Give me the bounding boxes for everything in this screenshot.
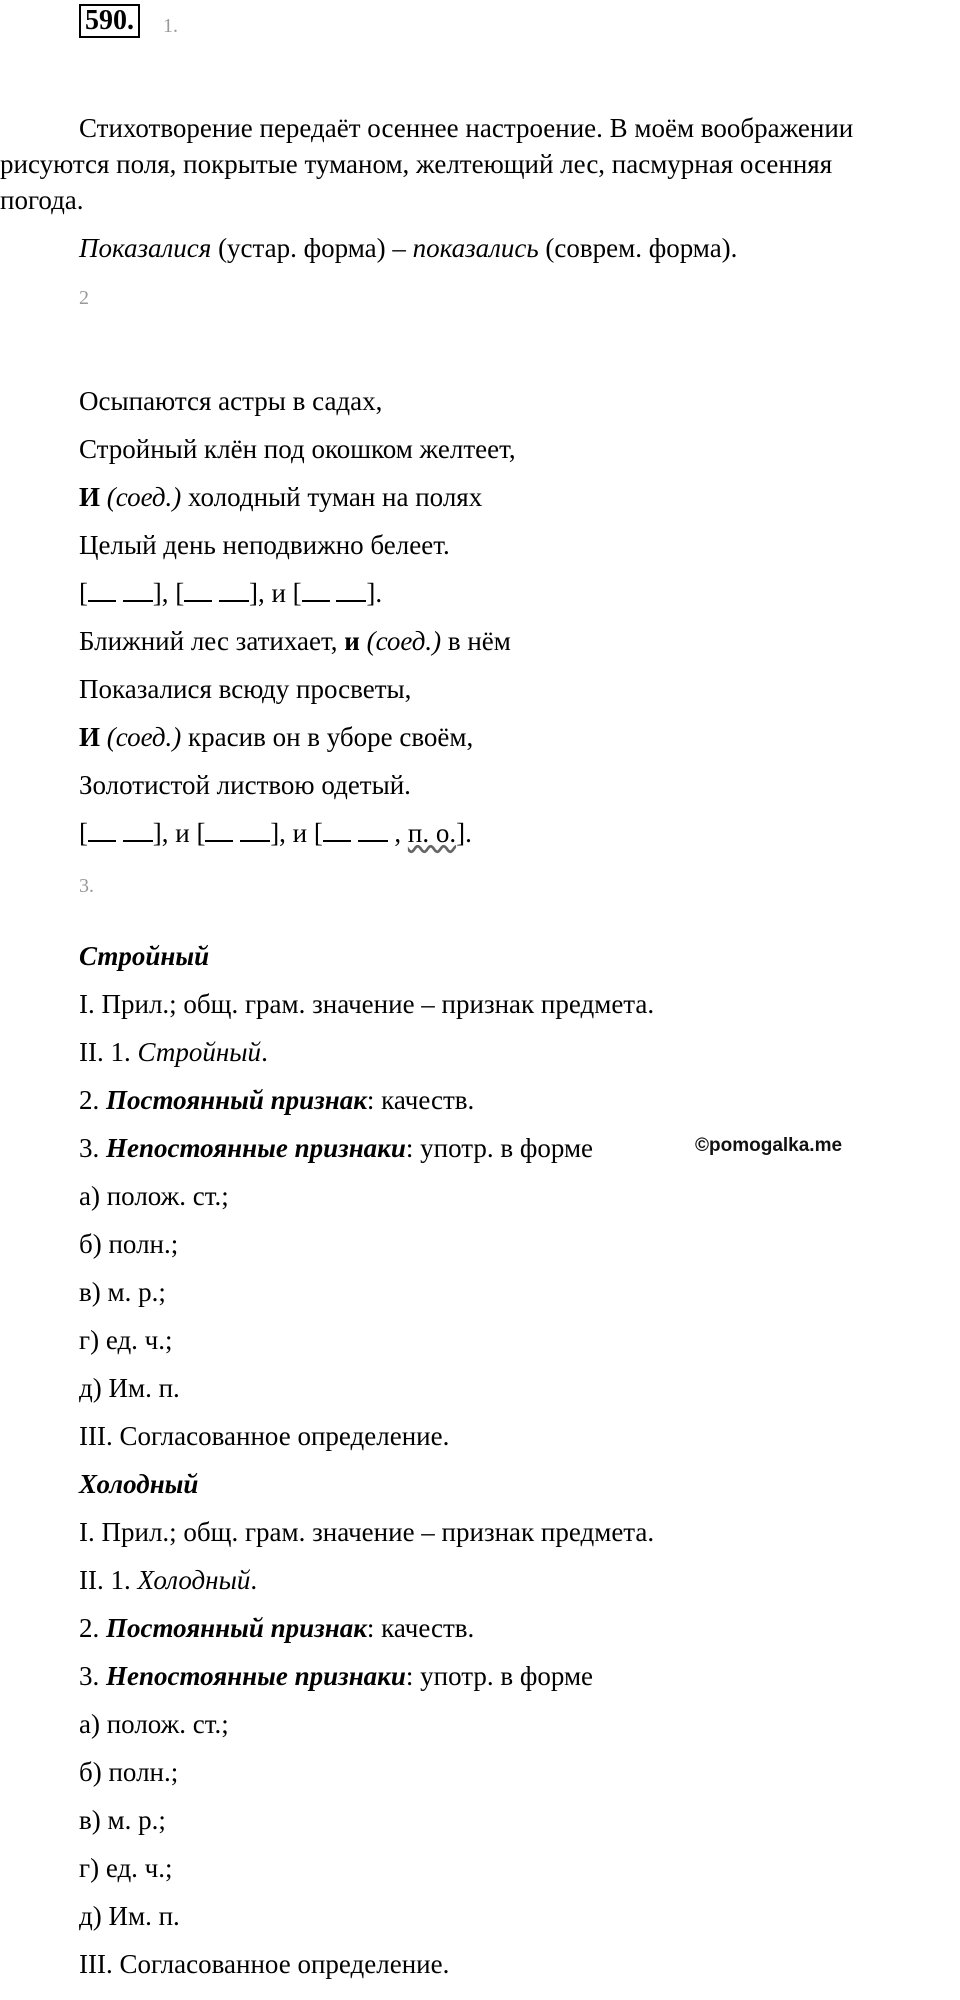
poem-line-8: Золотистой листвою одетый.	[79, 770, 411, 800]
analysis-label: Непостоянные признаки	[106, 1661, 406, 1691]
forms-line	[79, 232, 737, 264]
analysis-word-form: Стройный	[137, 1037, 262, 1067]
form-old-note: (устар. форма) –	[211, 233, 413, 263]
subject-underline	[88, 836, 116, 842]
analysis-label: Непостоянные признаки	[106, 1133, 406, 1163]
analysis-text: : употр. в форме	[405, 1661, 594, 1691]
analysis-text: 2.	[79, 1613, 106, 1643]
scheme-bracket: ].	[456, 818, 472, 848]
subject-underline	[88, 596, 116, 602]
conjunction-mark: (соед.)	[100, 722, 182, 752]
analysis-text: : качеств.	[366, 1613, 475, 1643]
analysis-2-d: г) ед. ч.;	[79, 1853, 173, 1883]
poem-line-4: Целый день неподвижно белеет.	[79, 530, 450, 560]
poem-line-3	[79, 481, 482, 513]
analysis-text: 3.	[79, 1133, 106, 1163]
analysis-1-iii: III. Согласованное определение.	[79, 1421, 450, 1451]
analysis-word-2: Холодный	[79, 1469, 199, 1499]
scheme-bracket: [	[79, 578, 88, 608]
scheme-bracket: ], и [	[152, 818, 206, 848]
analysis-2-a: а) полож. ст.;	[79, 1709, 229, 1739]
conjunction: И	[79, 722, 101, 752]
predicate-underline	[123, 836, 153, 842]
analysis-2-ii	[79, 1564, 257, 1596]
analysis-text: : употр. в форме	[405, 1133, 594, 1163]
analysis-2-c: в) м. р.;	[79, 1805, 166, 1835]
analysis-text: II. 1.	[79, 1565, 138, 1595]
intro-line-1: Стихотворение передаёт осеннее настроение. В моём воображении	[79, 113, 854, 143]
analysis-2-constant	[79, 1612, 474, 1644]
analysis-2-b: б) полн.;	[79, 1757, 179, 1787]
conjunction-mark: (соед.)	[100, 482, 182, 512]
step-label-2: 2	[79, 287, 89, 309]
predicate-underline	[336, 596, 366, 602]
predicate-underline	[123, 596, 153, 602]
scheme-bracket: ], [	[152, 578, 185, 608]
analysis-text: .	[261, 1037, 268, 1067]
analysis-text: .	[250, 1565, 258, 1595]
analysis-1-d: г) ед. ч.;	[79, 1325, 173, 1355]
analysis-word-form: Холодный	[137, 1565, 251, 1595]
analysis-1-c: в) м. р.;	[79, 1277, 166, 1307]
subject-underline	[184, 596, 212, 602]
poem-line-6: Показалися всюду просветы,	[79, 674, 412, 704]
analysis-2-iii: III. Согласованное определение.	[79, 1949, 450, 1979]
intro-line-3: погода.	[0, 185, 84, 215]
conjunction-mark: (соед.)	[359, 626, 442, 656]
analysis-text: 3.	[79, 1661, 106, 1691]
step-label-1: 1.	[163, 15, 178, 37]
adverbial-label: п. о.	[407, 818, 457, 848]
scheme-bracket: ], и [	[270, 818, 323, 848]
form-new: показались	[412, 233, 539, 263]
analysis-1-b: б) полн.;	[79, 1229, 179, 1259]
scheme-separator: ,	[387, 818, 408, 848]
analysis-text: II. 1.	[79, 1037, 138, 1067]
analysis-1-ii	[79, 1036, 268, 1068]
analysis-1-constant	[79, 1084, 474, 1116]
watermark: ©pomogalka.me	[695, 1135, 843, 1156]
poem-line-2: Стройный клён под окошком желтеет,	[79, 434, 516, 464]
analysis-1-variable	[79, 1132, 593, 1164]
analysis-1-a: а) полож. ст.;	[79, 1181, 229, 1211]
analysis-2-variable	[79, 1660, 593, 1692]
subject-underline	[205, 836, 233, 842]
subject-underline	[302, 596, 330, 602]
poem-text: холодный туман на полях	[181, 482, 483, 512]
analysis-2-e: д) Им. п.	[79, 1901, 180, 1931]
poem-text: Ближний лес затихает,	[79, 626, 345, 656]
intro-line-2: рисуются поля, покрытые туманом, желтеющий лес, пасмурная осенняя	[0, 149, 833, 179]
poem-text: в нём	[441, 626, 511, 656]
analysis-1-i: I. Прил.; общ. грам. значение – признак предмета.	[79, 989, 655, 1019]
scheme-bracket: ], и [	[248, 578, 302, 608]
step-label-3: 3.	[79, 875, 94, 897]
predicate-underline	[240, 836, 270, 842]
analysis-word-1: Стройный	[79, 941, 210, 971]
scheme-bracket: ].	[366, 578, 383, 608]
analysis-text: : качеств.	[366, 1085, 475, 1115]
poem-line-1: Осыпаются астры в садах,	[79, 386, 383, 416]
scheme-1	[79, 577, 382, 609]
poem-line-5	[79, 625, 511, 657]
predicate-underline	[358, 836, 388, 842]
conjunction: и	[344, 626, 360, 656]
analysis-label: Постоянный признак	[106, 1613, 367, 1643]
analysis-1-e: д) Им. п.	[79, 1373, 180, 1403]
scheme-2	[79, 817, 472, 849]
exercise-number: 590.	[79, 4, 140, 38]
predicate-underline	[219, 596, 249, 602]
conjunction: И	[79, 482, 101, 512]
form-new-note: (соврем. форма).	[538, 233, 738, 263]
poem-text: красив он в уборе своём,	[181, 722, 474, 752]
analysis-label: Постоянный признак	[106, 1085, 367, 1115]
poem-line-7	[79, 721, 473, 753]
analysis-2-i: I. Прил.; общ. грам. значение – признак предмета.	[79, 1517, 655, 1547]
analysis-text: 2.	[79, 1085, 106, 1115]
subject-underline	[323, 836, 351, 842]
form-old: Показалися	[79, 233, 212, 263]
scheme-bracket: [	[79, 818, 88, 848]
